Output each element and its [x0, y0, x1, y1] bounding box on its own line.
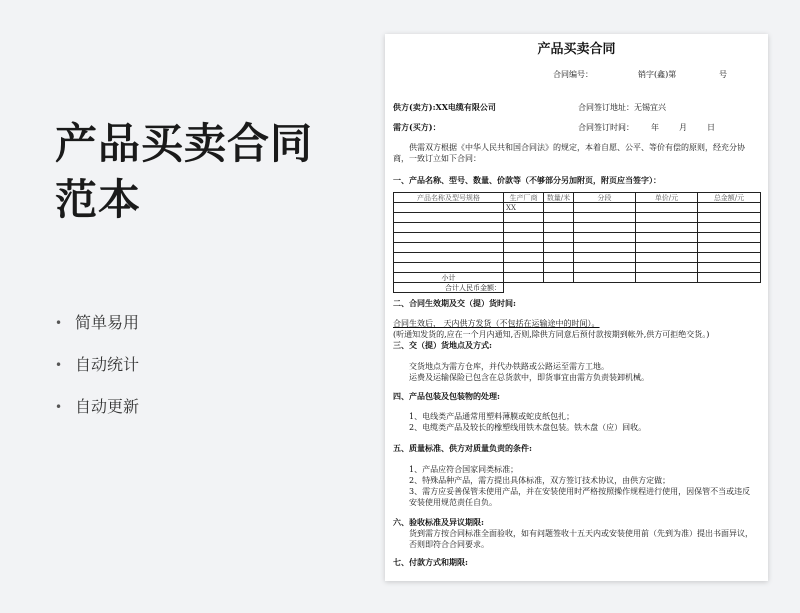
feature-item	[55, 355, 139, 397]
section-2-line-1: 合同生效后， 天内供方发货（不包括在运输途中的时间）。	[393, 319, 600, 328]
table-cell: XX	[504, 203, 544, 213]
subtotal-row	[394, 273, 761, 283]
column-header: 分段	[574, 193, 636, 203]
table-cell	[636, 203, 698, 213]
seller-code-label: 销字(鑫)第	[638, 70, 677, 79]
column-header: 产品名称及型号规格	[394, 193, 504, 203]
section-2-heading: 二、合同生效期及交（提）货时间:	[393, 298, 516, 308]
subtotal-label: 小计	[394, 273, 504, 283]
table-header-row	[394, 193, 761, 203]
section-7-heading: 七、付款方式和期限:	[393, 557, 468, 567]
buyer-line: 需方(买方)：	[393, 122, 441, 132]
table-cell	[544, 203, 574, 213]
column-header: 数量/米	[544, 193, 574, 203]
day-label: 日	[707, 123, 715, 132]
bullet-icon: •	[55, 400, 63, 414]
section-4-line-2: 2、电缆类产品及较长的橡塑线用铁木盘包装。铁木盘（应）回收。	[409, 423, 647, 432]
feature-item	[55, 313, 139, 355]
month-label: 月	[679, 123, 687, 132]
section-6-line-1: 货到需方按合同标准全面验收，如有问题签收十五天内或安装使用前（先到为准）提出书面异议，否则即符合合同要求。	[409, 529, 753, 549]
section-2-line-2: (听通知发货的,应在一个月内通知,否则,除供方同意后预付款按期到帐外,供方可拒绝交货。)	[393, 330, 710, 339]
page-title: 产品买卖合同范本	[55, 119, 314, 224]
table-cell	[698, 203, 761, 213]
total-row	[394, 283, 761, 293]
section-6-heading: 六、验收标准及异议期限:	[393, 517, 484, 527]
feature-item	[55, 397, 139, 439]
section-1-heading: 一、产品名称、型号、数量、价款等（不够部分另加附页，附页应当签字）：	[393, 175, 661, 185]
bullet-icon: •	[55, 358, 63, 372]
table-row	[394, 263, 761, 273]
bullet-icon: •	[55, 316, 63, 330]
table-row	[394, 233, 761, 243]
sign-time-label: 合同签订时间：	[578, 123, 634, 132]
section-3-line-2: 运费及运输保险已包含在总货款中，即货事宜由需方负责装卸机械。	[409, 373, 649, 382]
contract-number-label: 合同编号：	[553, 70, 593, 79]
table-row	[394, 213, 761, 223]
number-suffix: 号	[719, 70, 727, 79]
feature-label: 自动统计	[75, 355, 140, 374]
year-label: 年	[651, 123, 659, 132]
section-5-line-2: 2、特殊品种产品，需方提出具体标准，双方签订技术协议，由供方定做；	[409, 476, 671, 485]
section-4-line-1: 1、电线类产品通常用塑料薄膜或蛇皮纸包扎；	[409, 412, 575, 421]
section-3-line-1: 交货地点为需方仓库，并代办铁路或公路运至需方工地。	[409, 362, 609, 371]
section-3-heading: 三、交（提）货地点及方式:	[393, 340, 492, 350]
section-4-heading: 四、产品包装及包装物的处理:	[393, 391, 500, 401]
sign-place: 合同签订地址：无锡宜兴	[578, 103, 666, 112]
table-row	[394, 253, 761, 263]
feature-label: 简单易用	[75, 313, 140, 332]
column-header: 生产厂商	[504, 193, 544, 203]
section-5-heading: 五、质量标准、供方对质量负责的条件:	[393, 443, 532, 453]
total-label: 合计人民币金额：	[394, 283, 504, 293]
table-row	[394, 223, 761, 233]
feature-list	[55, 313, 139, 439]
contract-document	[385, 34, 768, 581]
table-cell	[394, 203, 504, 213]
table-row	[394, 243, 761, 253]
seller-line: 供方(卖方):XX电缆有限公司	[393, 102, 496, 112]
intro-paragraph: 供需双方根据《中华人民共和国合同法》的规定，本着自愿、公平、等价有偿的原则，经充分协商，一致订立如下合同：	[393, 143, 745, 163]
column-header: 单价/元	[636, 193, 698, 203]
section-5-line-3: 3、需方应妥善保管未使用产品，并在安装使用时严格按照操作规程进行使用，因保管不当或违反安装使用规范责任自负。	[409, 487, 751, 507]
table-row	[394, 203, 761, 213]
section-5-line-1: 1、产品应符合国家同类标准；	[409, 465, 519, 474]
product-table	[393, 192, 761, 293]
table-cell	[574, 203, 636, 213]
column-header: 总金额/元	[698, 193, 761, 203]
contract-title: 产品买卖合同	[537, 42, 616, 57]
feature-label: 自动更新	[75, 397, 140, 416]
